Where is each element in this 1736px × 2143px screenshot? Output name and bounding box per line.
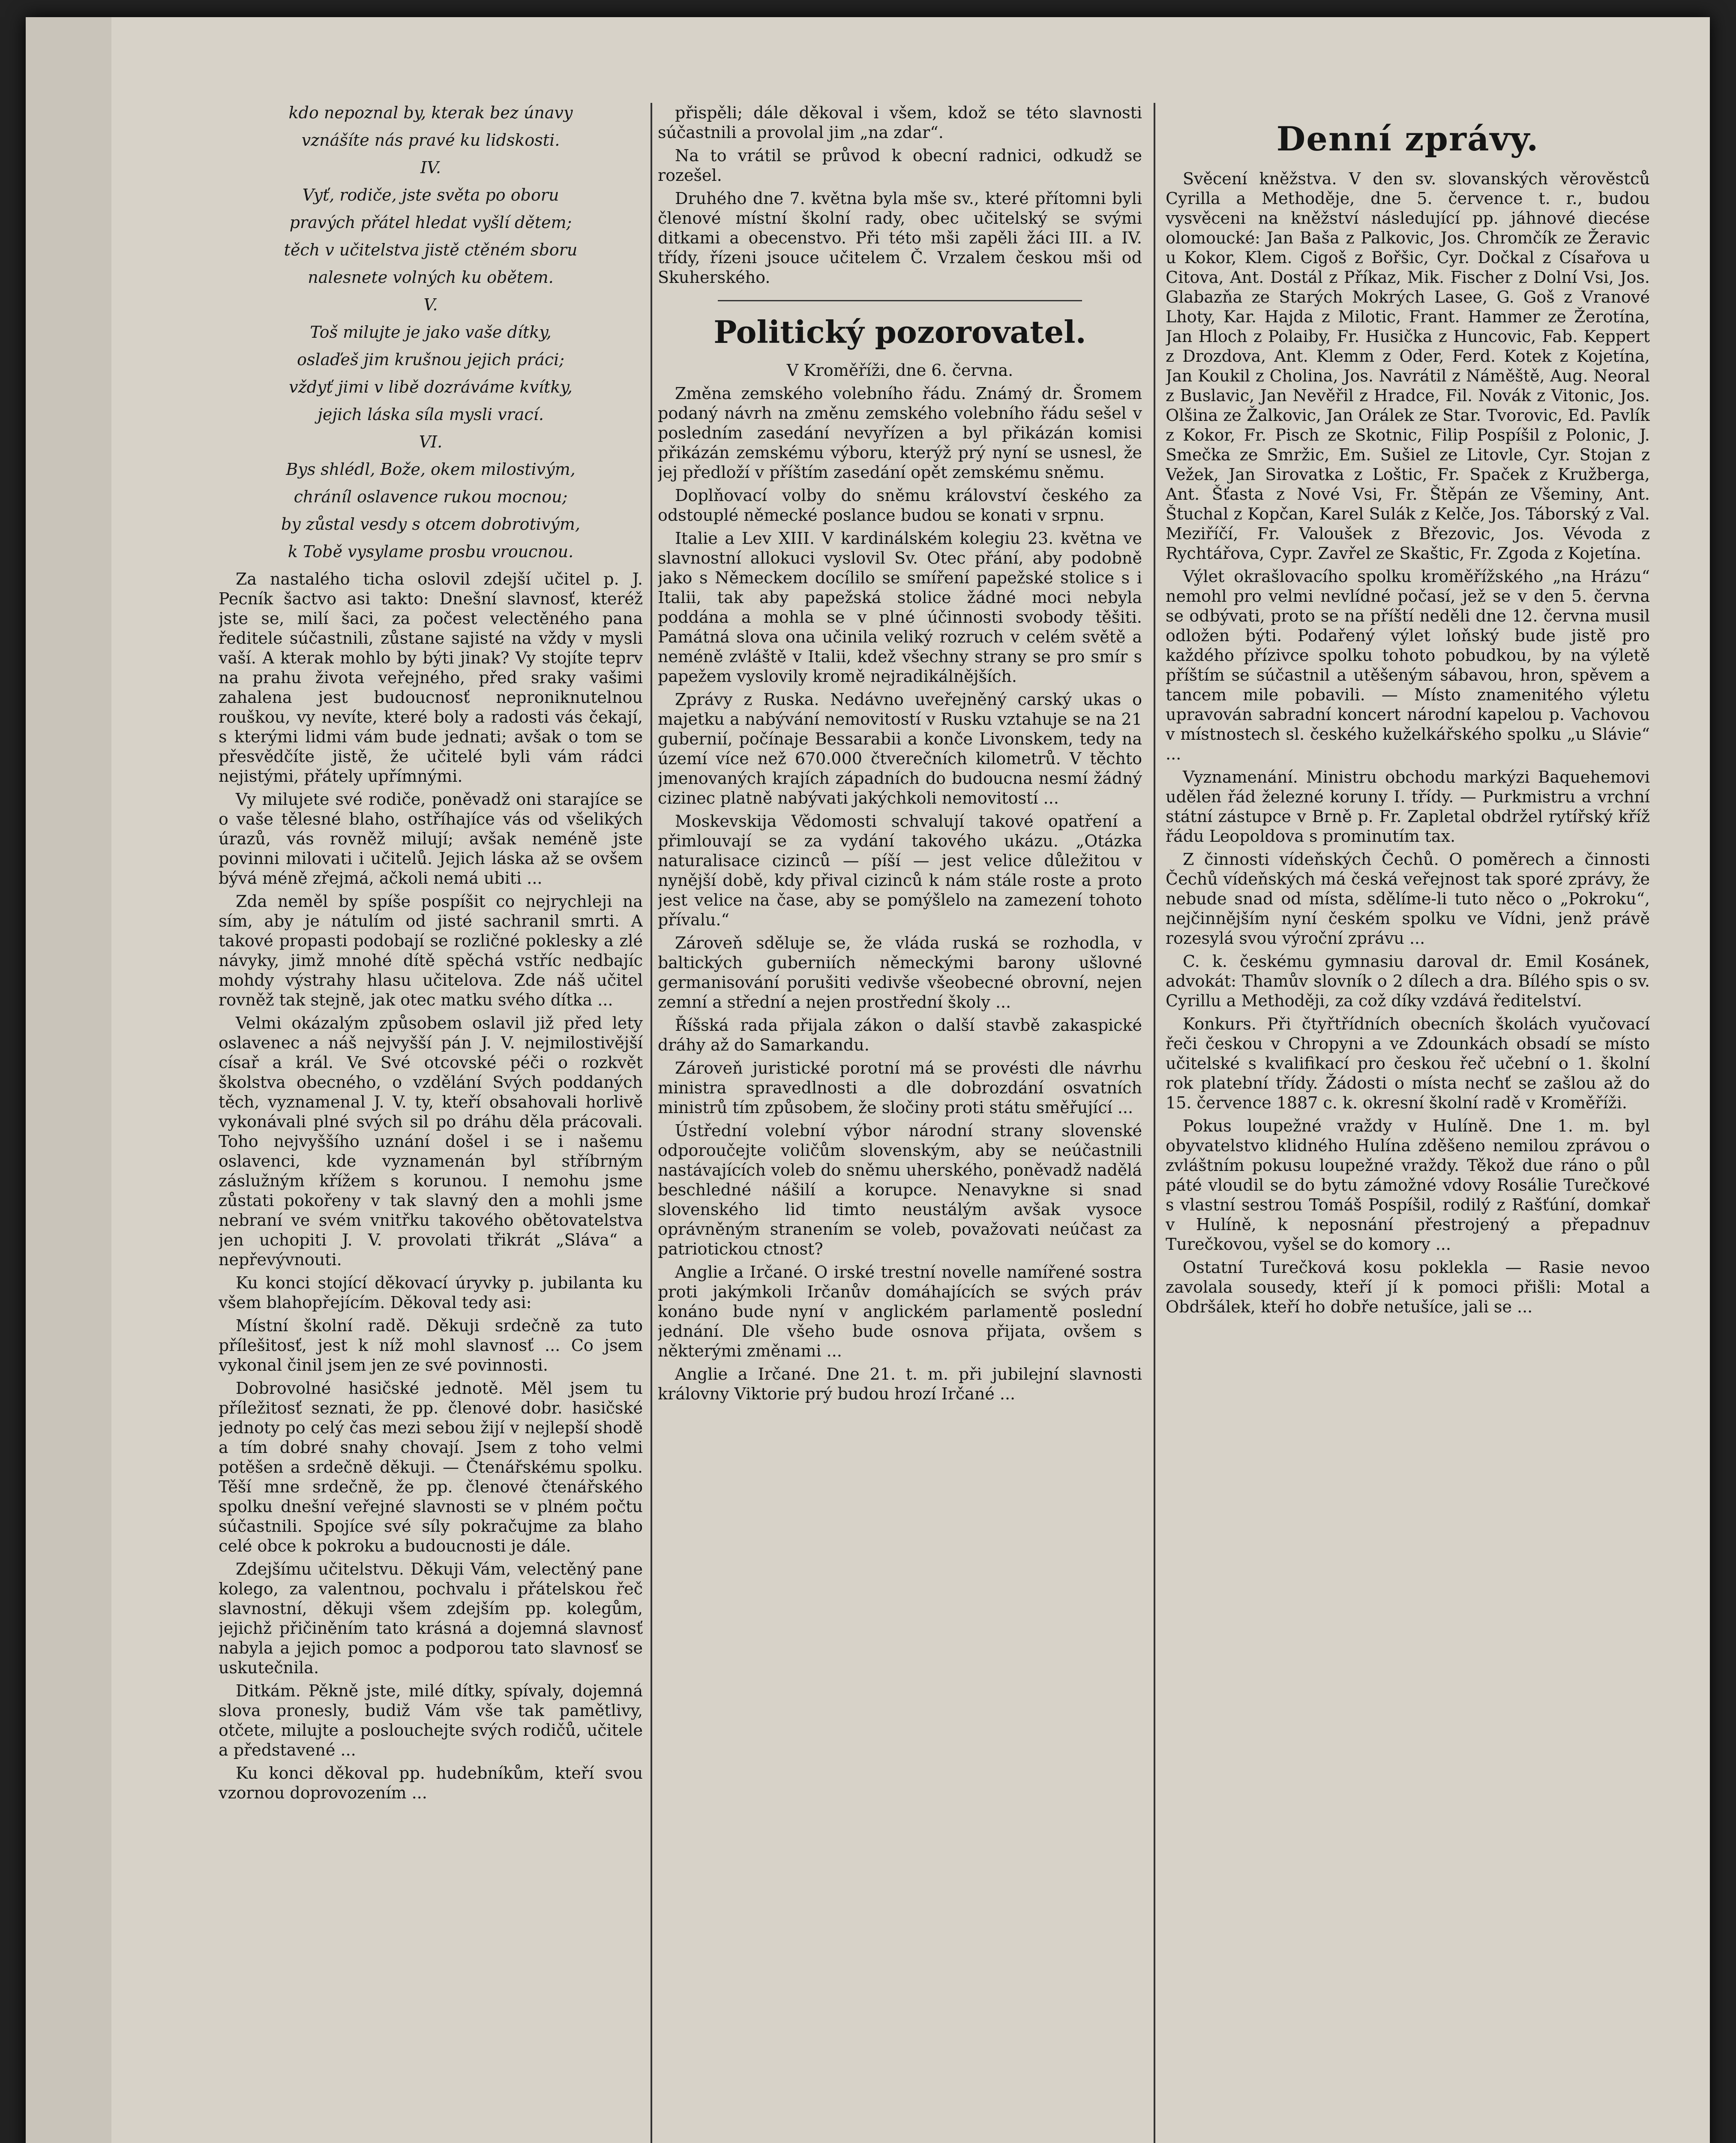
article-paragraph: Vy milujete své rodiče, poněvadž oni starajíce se o vaše tělesné blaho, ostříhajíce vás od všelikých úrazů, vás rovněž milují; avšak neméně jste povinni milovati i učitelů. Jejich láska až se ovšem bývá méně zřejmá, ačkoli nemá ubiti ...: [219, 790, 643, 888]
article-paragraph: Za nastalého ticha oslovil zdejší učitel p. J. Pecník šactvo asi takto: Dnešní slavnosť, kteréž jste se, milí šaci, za počest velectěného pana ředitele súčastnili, zůstane sajisté na vždy v mysli vaší. A kterak mohlo by býti jinak? Vy stojíte teprv na prahu života veřejného, před sraky vašimi zahalena jest budoucnosť neproniknutelnou rouškou, vy nevíte, které boly a radosti vás čekají, s kterými lidmi vám bude jednati; avšak o tom se přesvědčíte jistě, že učitelé byli vám rádci nejistými, přátely upřímnými.: [219, 570, 643, 786]
dateline: V Kroměříži, dne 6. června.: [786, 361, 1013, 380]
article-paragraph: Doplňovací volby do sněmu království českého za odstouplé německé poslance budou se konati v srpnu.: [658, 486, 1142, 525]
section-title-news: Denní zprávy.: [1276, 120, 1539, 159]
article-paragraph: Zprávy z Ruska. Nedávno uveřejněný carský ukas o majetku a nabývání nemovitostí v Rusku vztahuje se na 21 gubernií, počínaje Bessarabii a konče Livonskem, tedy na území více než 670.000 čtverečních kilometrů. V těchto jmenovaných krajích západních do budoucna nesmí žádný cizinec platně nabývati jakýchkoli nemovitostí ...: [658, 690, 1142, 807]
page-margin-shadow: [26, 17, 111, 2143]
poem-line: by zůstal vesdy s otcem dobrotivým,: [281, 515, 580, 534]
article-paragraph: Zároveň juristické porotní má se provésti dle návrhu ministra spravedlnosti a dle dobrozdání osvatních ministrů tím způsobem, že sločiny proti státu směřující ...: [658, 1059, 1142, 1117]
article-paragraph: přispěli; dále děkoval i všem, kdož se této slavnosti súčastnili a provolal jim „na zdar“.: [658, 103, 1142, 142]
poem-line: jejich láska síla mysli vrací.: [318, 405, 544, 424]
article-paragraph: Moskevskija Vědomosti schvalují takové opatření a přimlouvají se za vydání takového ukázu. „Otázka naturalisace cizinců — píší — jest velice důležitou v nynější době, kdy přival cizinců k nám stále roste a proto jest velice na čase, aby se pomýšlelo na zamezení tohoto přívalu.“: [658, 812, 1142, 929]
article-paragraph: Pokus loupežné vraždy v Hulíně. Dne 1. m. byl obyvatelstvo klidného Hulína zděšeno nemilou zprávou o zvláštním pokusu loupežné vraždy. Těkož due ráno o půl páté vloudil se do bytu zámožné vdovy Rosálie Turečkové s vlastní sestrou Tomáš Pospíšil, rodilý z Rašťúní, domkař v Hulíně, k neposnání přestrojený a přepadnuv Turečkovou, vyšel se do komory ...: [1166, 1117, 1650, 1254]
article-paragraph: Dobrovolné hasičské jednotě. Měl jsem tu příležitosť seznati, že pp. členové dobr. hasičské jednoty po celý čas mezi sebou žijí v nejlepší shodě a tím dobré snahy chovají. Jsem z toho velmi potěšen a srdečně děkuji. — Čtenářskému spolku. Těší mne srdečně, že pp. členové čtenářského spolku dnešní veřejné slavnosti se v plném počtu súčastnili. Spojíce své síly pokračujme za blaho celé obce k pokroku a budoucnosti je dále.: [219, 1379, 643, 1555]
poem-line: Vyť, rodiče, jste světa po oboru: [302, 186, 559, 204]
poem-stanza-number: IV.: [420, 158, 441, 177]
section-divider: [718, 300, 1082, 301]
article-paragraph: Druhého dne 7. května byla mše sv., které přítomni byli členové místní školní rady, obec učitelský se svými ditkami a obecenstvo. Při této mši zapěli žáci III. a IV. třídy, řízeni jsouce učitelem Č. Vrzalem českou mši od Skuherského.: [658, 189, 1142, 287]
article-paragraph: Ústřední volební výbor národní strany slovenské odporoučejte voličům slovenským, aby se neúčastnili nastávajících voleb do sněmu uherského, poněvadž nadělá beschledné nášilí a korupce. Nenavykne si snad slovenského lid timto neustálým avšak vysoce oprávněným stranením se voleb, považovati neúčast za patriotickou ctnost?: [658, 1121, 1142, 1258]
article-paragraph: C. k. českému gymnasiu daroval dr. Emil Kosánek, advokát: Thamův slovník o 2 dílech a dra. Bílého spis o sv. Cyrillu a Methoději, za což díky vzdává ředitelství.: [1166, 952, 1650, 1010]
article-paragraph: Ku konci děkoval pp. hudebníkům, kteří svou vzornou doprovozením ...: [219, 1764, 643, 1802]
poem-line: vznášíte nás pravé ku lidskosti.: [301, 131, 560, 150]
poem: [219, 103, 643, 561]
poem-line: nalesnete volných ku obětem.: [308, 268, 554, 287]
poem-stanza-number: V.: [423, 295, 438, 314]
article-paragraph: Místní školní radě. Děkuji srdečně za tuto přílešitosť, jest k níž mohl slavnosť ... Co jsem vykonal činil jsem jen ze své povinnosti.: [219, 1316, 643, 1375]
article-paragraph: Zdejšímu učitelstvu. Děkuji Vám, velectěný pane kolego, za valentnou, pochvalu i přátelskou řeč slavnostní, děkuji všem zdejším pp. kolegům, jejichž přičiněním tato krásná a dojemná slavnosť nabyla a jejich pomoc a podporou tato slavnosť se uskutečnila.: [219, 1560, 643, 1677]
article-paragraph: Svěcení kněžstva. V den sv. slovanských věrověstců Cyrilla a Methoděje, dne 5. července t. r., budou vysvěceni na kněžství následující pp. jáhnové diecése olomoucké: Jan Baša z Palkovic, Jos. Chromčík ze Žeravic u Kokor, Klem. Cigoš z Bořšic, Cyr. Dočkal z Císařova u Citova, Ant. Dostál z Příkaz, Mik. Fischer z Dolní Vsi, Jos. Glabazňa ze Starých Mokrých Lasee, G. Goš z Vranové Lhoty, Kar. Hajda z Milotic, Frant. Hammer ze Žerotína, Jan Hloch z Polaiby, Fr. Husička z Huncovic, Fab. Keppert z Drozdova, Ant. Klemm z Oder, Ferd. Kotek z Kojetína, Jan Koukil z Cholina, Jos. Navrátil z Náměště, Aug. Neoral z Buslavic, Jan Nevěřil z Hradce, Fil. Novák z Vitonic, Jos. Olšina ze Žalkovic, Jan Orálek ze Star. Tvorovic, Ed. Pavlík z Kokor, Fr. Pisch ze Skotnic, Filip Pospíšil z Polonic, J. Smečka ze Smržic, Em. Sušiel ze Litovle, Cyr. Stojan z Vežek, Jan Sirovatka z Loštic, Fr. Spaček z Kružberga, Ant. Šťasta z Nové Vsi, Fr. Štěpán ze Všeminy, Ant. Štuchal z Kopčan, Karel Sulák z Kelče, Jos. Táborský z Val. Meziříčí, Fr. Valoušek z Březovic, Jos. Vévoda z Rychtářova, Cypr. Zavřel ze Skaštic, Fr. Zgoda z Kojetína.: [1166, 169, 1650, 563]
poem-line: kdo nepoznal by, kterak bez únavy: [288, 103, 573, 122]
poem-line: oslaďeš jim krušnou jejich práci;: [297, 350, 565, 369]
article-paragraph: Anglie a Irčané. O irské trestní novelle namířené sostra proti jakýmkoli Irčanův domáhajících se svých práv konáno bude nyní v anglickém parlamentě poslední jednání. Dle všeho bude osnova přijata, ovšem s některými změnami ...: [658, 1263, 1142, 1360]
column-middle: [658, 103, 1142, 2143]
article-paragraph: Na to vrátil se průvod k obecní radnici, odkudž se rozešel.: [658, 146, 1142, 185]
newspaper-page: [26, 17, 1710, 2143]
article-paragraph: Říšská rada přijala zákon o další stavbě zakaspické dráhy až do Samarkandu.: [658, 1016, 1142, 1054]
article-paragraph: Ku konci stojící děkovací úryvky p. jubilanta ku všem blahopřejícím. Děkoval tedy asi:: [219, 1273, 643, 1312]
poem-line: chráníl oslavence rukou mocnou;: [294, 487, 568, 506]
column-rule: [651, 103, 652, 2143]
article-paragraph: Zda neměl by spíše pospíšit co nejrychleji na sím, aby je nátulím od jisté sachranil smrti. A takové propasti podobají se rozličné poklesky a zlé návyky, jimž mnohé dítě spěchá vstříc nedbajíc mohdy výstrahy hlasu učitelova. Zde náš učitel rovněž tak stejně, jak otec matku svého dítka ...: [219, 892, 643, 1009]
poem-line: Toš milujte je jako vaše dítky,: [310, 323, 552, 342]
article-paragraph: Anglie a Irčané. Dne 21. t. m. při jubilejní slavnosti královny Viktorie prý budou hrozí Irčané ...: [658, 1365, 1142, 1403]
poem-line: těch v učitelstva jistě ctěném sboru: [284, 240, 578, 259]
article-paragraph: Vyznamenání. Ministru obchodu markýzi Baquehemovi udělen řád železné koruny I. třídy. — Purkmistru a vrchní státní zástupce v Brně p. Fr. Zapletal obdržel rytířský kříž řádu Leopoldova s prominutím tax.: [1166, 768, 1650, 846]
article-paragraph: Ostatní Turečková kosu poklekla — Rasie nevoo zavolala sousedy, kteří jí k pomoci přišli: Motal a Obdršálek, kteří ho dobře netušíce, jali se ...: [1166, 1258, 1650, 1316]
poem-line: Bys shlédl, Bože, okem milostivým,: [286, 460, 576, 479]
article-paragraph: Výlet okrašlovacího spolku kroměřížského „na Hrázu“ nemohl pro velmi nevlídné počasí, jež se v den 5. června se odbývati, proto se na příští neděli dne 12. června musil odložen býti. Podařený výlet loňský bude jistě pro každého přízivce spolku tohoto pobudkou, by na výletě příštím se súčastnil a utěšeným sábavou, hron, spěvem a tancem mile pobavili. — Místo znamenitého výletu upravován sabradní koncert národní kapelou p. Vachovou v místnostech sl. českého kuželkářského spolku „u Slávie“ ...: [1166, 567, 1650, 763]
article-paragraph: Konkurs. Při čtyřtřídních obecních školách vyučovací řeči českou v Chropyni a ve Zdounkách obsadí se místo učitelské s kvalifikací pro českou řeč učební o 1. školní rok platební třídy. Žádosti o místa nechť se zašlou až do 15. července 1887 c. k. okresní školní radě v Kroměříži.: [1166, 1014, 1650, 1112]
column-rule: [1154, 103, 1155, 2143]
article-paragraph: Zároveň sděluje se, že vláda ruská se rozhodla, v baltických guberniích německými barony ušlovné germanisování porušiti vedivše všeobecné obrovní, nejen zemní a střední a nejen prostřední školy ...: [658, 933, 1142, 1011]
article-paragraph: Změna zemského volebního řádu. Známý dr. Šromem podaný návrh na změnu zemského volebního řádu sešel v posledním zasedání nevyřízen a byl přikázán komisi přikázán zemskému výboru, kterýž prý nyní se usnesl, že jej předloží v příštím zasedání opět zemskému sněmu.: [658, 384, 1142, 482]
section-title-politics: Politický pozorovatel.: [714, 314, 1086, 350]
poem-line: pravých přátel hledat vyšlí dětem;: [289, 213, 572, 232]
article-paragraph: Ditkám. Pěkně jste, milé dítky, spívaly, dojemná slova pronesly, budiž Vám vše tak pamětlivy, otčete, milujte a poslouchejte svých rodičů, učitele a představené ...: [219, 1681, 643, 1759]
article-paragraph: Velmi okázalým způsobem oslavil již před lety oslavenec a náš nejvyšší pán J. V. nejmilostivější císař a král. Ve Své otcovské péči o rozkvět školstva obecného, o vzdělání Svých poddaných těch, vyznamenal J. V. ty, kteří obsahovali horlivě vykonávali plné svých sil po dráhu děla prácovali. Toho nejvyššího uznání došel i se i našemu oslavenci, kde vyznamenán byl stříbrným záslužným křížem s korunou. I nemohu jsme zůstati pokořeny v tak slavný den a mohli jsme nebraní ve svém vnitřku takového obětovatelstva jen uchopiti J. V. provolati třikrát „Sláva“ a nepřevývnouti.: [219, 1014, 643, 1269]
poem-line: vždyť jimi v libě dozráváme kvítky,: [289, 378, 573, 396]
poem-line: k Tobě vysylame prosbu vroucnou.: [288, 542, 574, 561]
column-right: [1166, 103, 1650, 2143]
column-left: [219, 103, 643, 2143]
poem-stanza-number: VI.: [419, 432, 443, 451]
article-paragraph: Z činnosti vídeňských Čechů. O poměrech a činnosti Čechů vídeňských má česká veřejnost tak sporé zprávy, že nebude snad od místa, sdělíme-li tuto něco o „Pokroku“, nejčinnějším nyní českém spolku ve Vídni, jenž právě rozesylá svou výroční zprávu ...: [1166, 850, 1650, 948]
article-paragraph: Italie a Lev XIII. V kardinálském kolegiu 23. května ve slavnostní allokuci vyslovil Sv. Otec přání, aby podobně jako s Německem docílilo se smíření papežské stolice s i Italii, tak aby papežská stolice žádné moci nebyla poddána a mohla se v plné účinnosti svobody těšiti. Památná slova ona učinila veliký rozruch v celém světě a neméně zvláště v Italii, kdež všechny strany se pro smír s papežem vyslovily kromě nejradikálnějších.: [658, 529, 1142, 686]
